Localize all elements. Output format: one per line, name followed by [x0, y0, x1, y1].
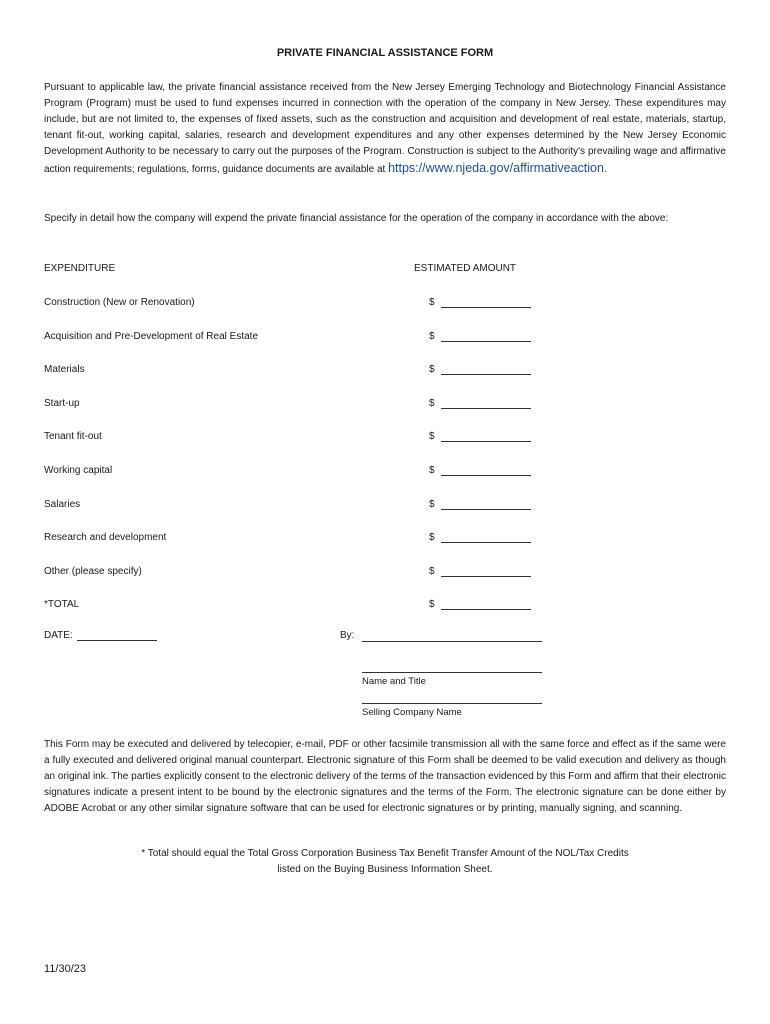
amount-line[interactable] [441, 532, 531, 543]
amount-field[interactable] [429, 364, 531, 375]
currency-symbol: $ [429, 499, 435, 510]
amount-field[interactable] [429, 398, 531, 409]
amount-line[interactable] [441, 566, 531, 577]
amount-line[interactable] [441, 465, 531, 476]
currency-symbol: $ [429, 465, 435, 476]
selling-company-line[interactable] [362, 703, 542, 704]
amount-line[interactable] [441, 398, 531, 409]
amount-field[interactable] [429, 499, 531, 510]
expenditure-label: *TOTAL [44, 599, 80, 610]
amount-field[interactable] [429, 599, 531, 610]
footer-date: 11/30/23 [44, 963, 87, 975]
intro-paragraph [44, 80, 726, 178]
total-note [0, 846, 770, 878]
amount-line[interactable] [441, 431, 531, 442]
amount-line[interactable] [441, 599, 531, 610]
currency-symbol: $ [429, 431, 435, 442]
expenditure-label: Other (please specify) [44, 566, 142, 577]
amount-field[interactable] [429, 566, 531, 577]
total-note-line-1: * Total should equal the Total Gross Corporation Business Tax Benefit Transfer Amount of the NOL/Tax Credits [141, 848, 629, 859]
expenditure-label: Research and development [44, 532, 167, 543]
amount-line[interactable] [441, 364, 531, 375]
amount-field[interactable] [429, 532, 531, 543]
expenditure-label: Start-up [44, 398, 80, 409]
total-note-line-2: listed on the Buying Business Information Sheet. [277, 864, 493, 875]
currency-symbol: $ [429, 297, 435, 308]
form-title: PRIVATE FINANCIAL ASSISTANCE FORM [276, 47, 494, 59]
name-title-label: Name and Title [362, 676, 426, 687]
expenditure-label: Construction (New or Renovation) [44, 297, 195, 308]
intro-end: . [603, 164, 607, 175]
expenditure-header: EXPENDITURE [44, 263, 116, 274]
date-field[interactable] [44, 630, 157, 641]
specify-paragraph: Specify in detail how the company will expend the private financial assistance for the operation of the company in accordance with the above: [44, 213, 669, 224]
currency-symbol: $ [429, 532, 435, 543]
selling-company-label: Selling Company Name [362, 707, 462, 718]
electronic-signature-paragraph: This Form may be executed and delivered by telecopier, e-mail, PDF or other facsimile transmission all with the same force and effect as if the same were a fully executed and delivered original manual counterpart. Electronic signature of this Form shall be deemed to be valid execution and delivery as though an original ink. The parties explicitly consent to the electronic delivery of the terms of the transaction evidenced by this Form and affirm that their electronic signatures indicate a present intent to be bound by the electronic signatures and the terms of the Form. The electronic signature can be done either by ADOBE Acrobat or any other similar signature software that can be used for electronic signatures or by printing, manually signing, and scanning. [44, 739, 726, 814]
currency-symbol: $ [429, 364, 435, 375]
expenditure-label: Materials [44, 364, 85, 375]
signature-line[interactable] [362, 641, 542, 642]
name-title-line[interactable] [362, 672, 542, 673]
currency-symbol: $ [429, 566, 435, 577]
currency-symbol: $ [429, 398, 435, 409]
date-line[interactable] [77, 630, 157, 641]
by-label: By: [340, 630, 355, 641]
expenditure-label: Acquisition and Pre-Development of Real Estate [44, 331, 259, 342]
currency-symbol: $ [429, 331, 435, 342]
expenditure-label: Tenant fit-out [44, 431, 102, 442]
amount-line[interactable] [441, 331, 531, 342]
expenditure-label: Salaries [44, 499, 81, 510]
intro-text: Pursuant to applicable law, the private financial assistance received from the New Jersey Emerging Technology and Biotechnology Financial Assistance Program (Program) must be used to fund expenses incurred in connection with the operation of the company in New Jersey. These expenditures may include, but are not limited to, the expenses of fixed assets, such as the construction and acquisition and development of real estate, materials, startup, tenant fit-out, working capital, salaries, research and development expenditures and any other expenses determined by the New Jersey Economic Development Authority to be necessary to carry out the purposes of the Program. Construction is subject to the Authority's prevailing wage and affirmative action requirements; regulations, forms, guidance documents are available at [44, 82, 726, 175]
amount-field[interactable] [429, 465, 531, 476]
estimated-amount-header: ESTIMATED AMOUNT [414, 263, 517, 274]
affirmative-action-link[interactable]: https://www.njeda.gov/affirmativeaction [388, 161, 604, 175]
amount-line[interactable] [441, 499, 531, 510]
currency-symbol: $ [429, 599, 435, 610]
amount-field[interactable] [429, 297, 531, 308]
date-label: DATE: [44, 630, 73, 641]
amount-field[interactable] [429, 431, 531, 442]
amount-line[interactable] [441, 297, 531, 308]
expenditure-label: Working capital [44, 465, 113, 476]
amount-field[interactable] [429, 331, 531, 342]
